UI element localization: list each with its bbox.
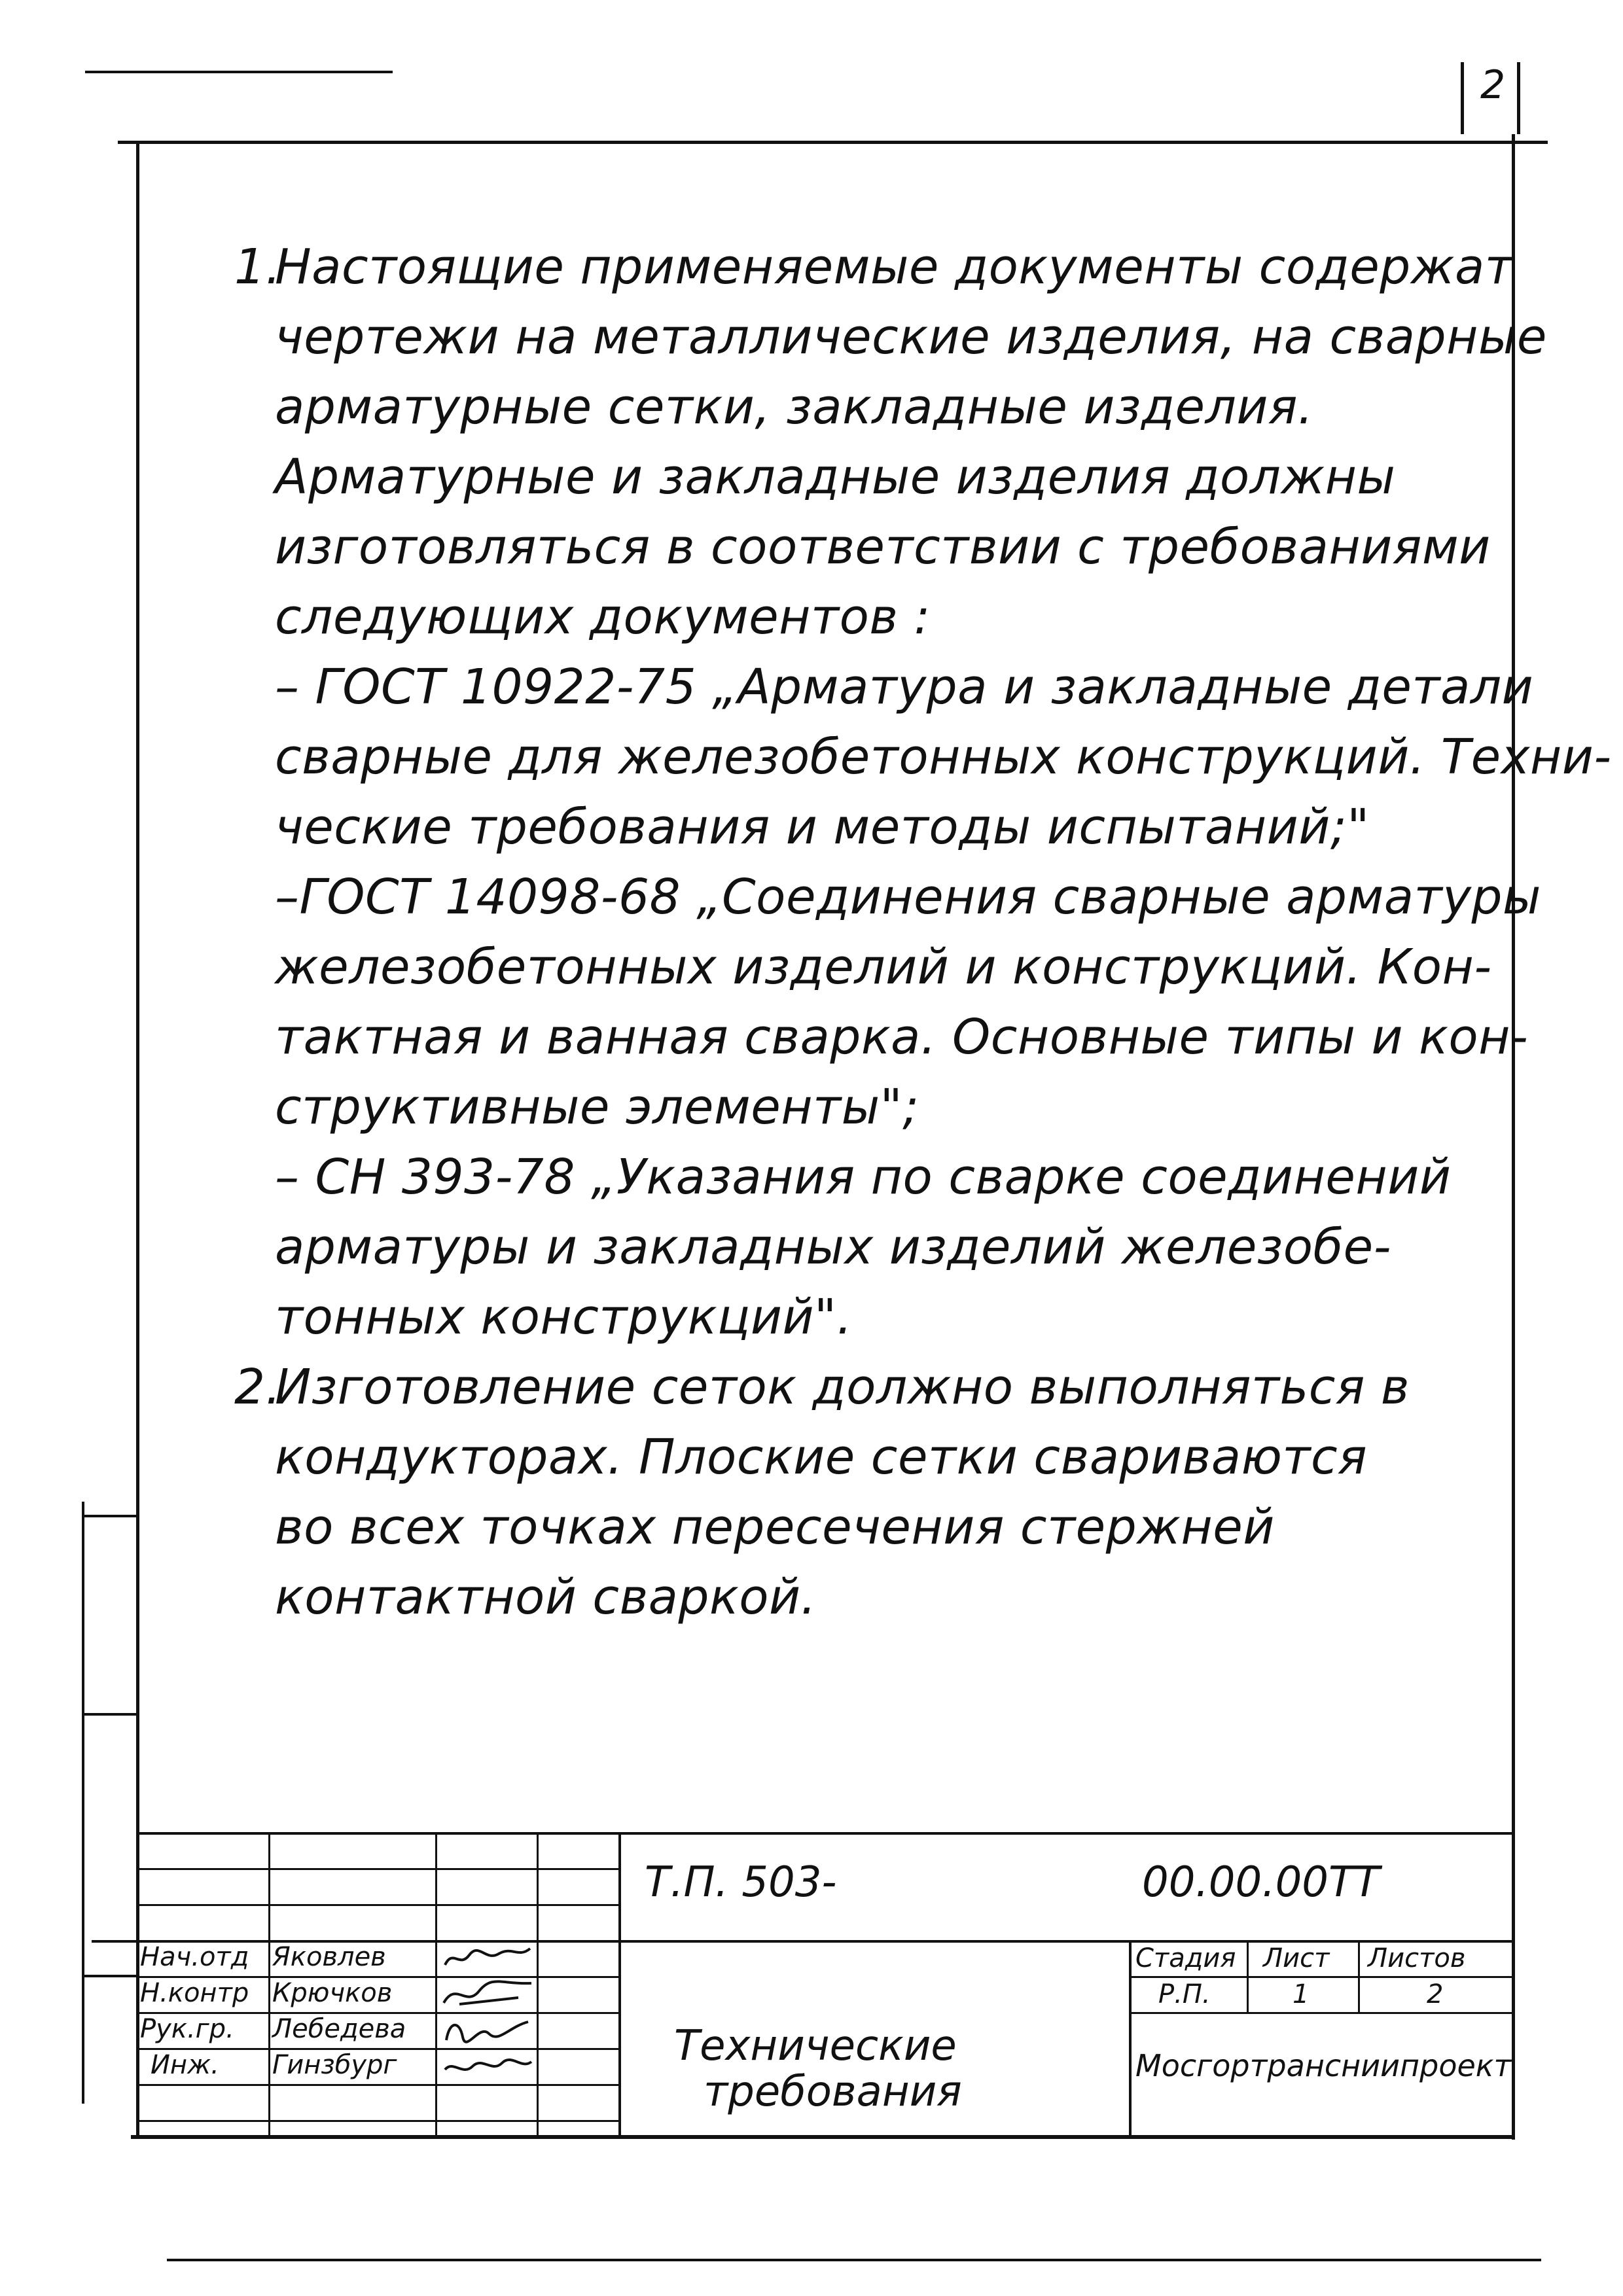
sheet-number-box-right: [1517, 62, 1520, 134]
stamp-hline: [136, 2120, 620, 2122]
stamp-vline-org: [1129, 1940, 1132, 2138]
title-block-top: [136, 1832, 1514, 1835]
text-line: – СН 393-78 „Указания по сварке соединений: [275, 1149, 1452, 1205]
text-line: контактной сваркой.: [275, 1569, 817, 1625]
top-left-stray-line: [85, 71, 393, 73]
clause-2: [234, 1352, 1518, 1633]
binding-tick-1: [82, 1515, 137, 1517]
text-line: – ГОСТ 10922-75 „Арматура и закладные детали: [275, 659, 1534, 715]
document-title-line-1: Технические: [674, 2022, 957, 2070]
name-3: Лебедева: [272, 2014, 406, 2044]
signature-4: [440, 2050, 535, 2083]
text-line: –ГОСТ 14098-68 „Соединения сварные арматуры: [275, 869, 1541, 925]
frame-left: [136, 141, 139, 2138]
text-line: Изготовление сеток должно выполняться в: [275, 1359, 1410, 1415]
text-line: кондукторах. Плоские сетки свариваются: [275, 1429, 1368, 1485]
organization-name: Мосгортрансниипроект: [1135, 2048, 1512, 2083]
stamp-vline: [618, 1832, 621, 2138]
frame-top: [118, 141, 1548, 144]
stage-value: Р.П.: [1158, 1979, 1211, 2009]
text-line: арматуры и закладных изделий железобе-: [275, 1219, 1391, 1275]
name-2: Крючков: [272, 1978, 393, 2008]
role-engineer: Инж.: [151, 2050, 219, 2080]
text-line: изготовляться в соответствии с требованиями: [275, 519, 1491, 575]
sheets-value: 2: [1427, 1979, 1444, 2009]
text-line: следующих документов :: [275, 589, 931, 645]
role-group-lead: Рук.гр.: [140, 2014, 234, 2044]
text-line: во всех точках пересечения стержней: [275, 1499, 1275, 1555]
clause-2-number: 2.: [234, 1359, 281, 1415]
binding-strip-line: [82, 1502, 84, 2104]
project-prefix: Т.П. 503-: [645, 1858, 837, 1907]
stamp-hline-org: [1129, 2012, 1515, 2014]
sheet-label: Лист: [1263, 1943, 1330, 1973]
role-head-of-dept: Нач.отд: [140, 1942, 249, 1972]
text-line: железобетонных изделий и конструкций. Кон-: [275, 939, 1492, 995]
stamp-vline: [268, 1832, 270, 2138]
text-line: ческие требования и методы испытаний;": [275, 799, 1370, 855]
binding-tick-2: [82, 1713, 137, 1716]
stamp-vline-org: [1247, 1940, 1249, 2012]
text-line: тактная и ванная сварка. Основные типы и кон-: [275, 1009, 1529, 1065]
stamp-vline-org: [1358, 1940, 1360, 2012]
stage-label: Стадия: [1135, 1943, 1236, 1973]
document-code: 00.00.00ТТ: [1142, 1858, 1380, 1907]
body-text: [234, 232, 1612, 1633]
stamp-hline: [136, 1904, 620, 1906]
stamp-hline: [136, 1868, 620, 1870]
stamp-vline: [435, 1832, 437, 2138]
signature-2: [440, 1978, 535, 2011]
role-norm-control: Н.контр: [140, 1978, 249, 2008]
document-title-line-2: требования: [704, 2068, 962, 2116]
name-4: Гинзбург: [272, 2050, 397, 2080]
bottom-stray-line: [167, 2259, 1541, 2261]
sheet-value: 1: [1293, 1979, 1310, 2009]
frame-bottom: [131, 2135, 1515, 2139]
text-line: сварные для железобетонных конструкций. Техни-: [275, 729, 1612, 785]
clause-1-number: 1.: [234, 239, 281, 295]
stamp-vline: [537, 1832, 539, 2138]
text-line: Арматурные и закладные изделия должны: [275, 449, 1396, 505]
text-line: Настоящие применяемые документы содержат: [275, 239, 1514, 295]
text-line: чертежи на металлические изделия, на сварные: [275, 309, 1547, 365]
binding-tick-3: [82, 1975, 137, 1977]
sheet-number: 2: [1480, 62, 1506, 108]
name-1: Яковлев: [272, 1942, 386, 1972]
text-line: структивные элементы";: [275, 1079, 919, 1135]
signature-1: [440, 1942, 535, 1975]
clause-1: [234, 232, 1612, 1352]
text-line: арматурные сетки, закладные изделия.: [275, 379, 1313, 435]
text-line: тонных конструкций".: [275, 1289, 853, 1345]
signature-3: [440, 2014, 535, 2047]
stamp-hline: [136, 2084, 620, 2086]
sheet-number-box-left: [1461, 62, 1464, 134]
sheets-label: Листов: [1368, 1943, 1466, 1973]
stamp-hline-org: [1129, 1976, 1515, 1978]
